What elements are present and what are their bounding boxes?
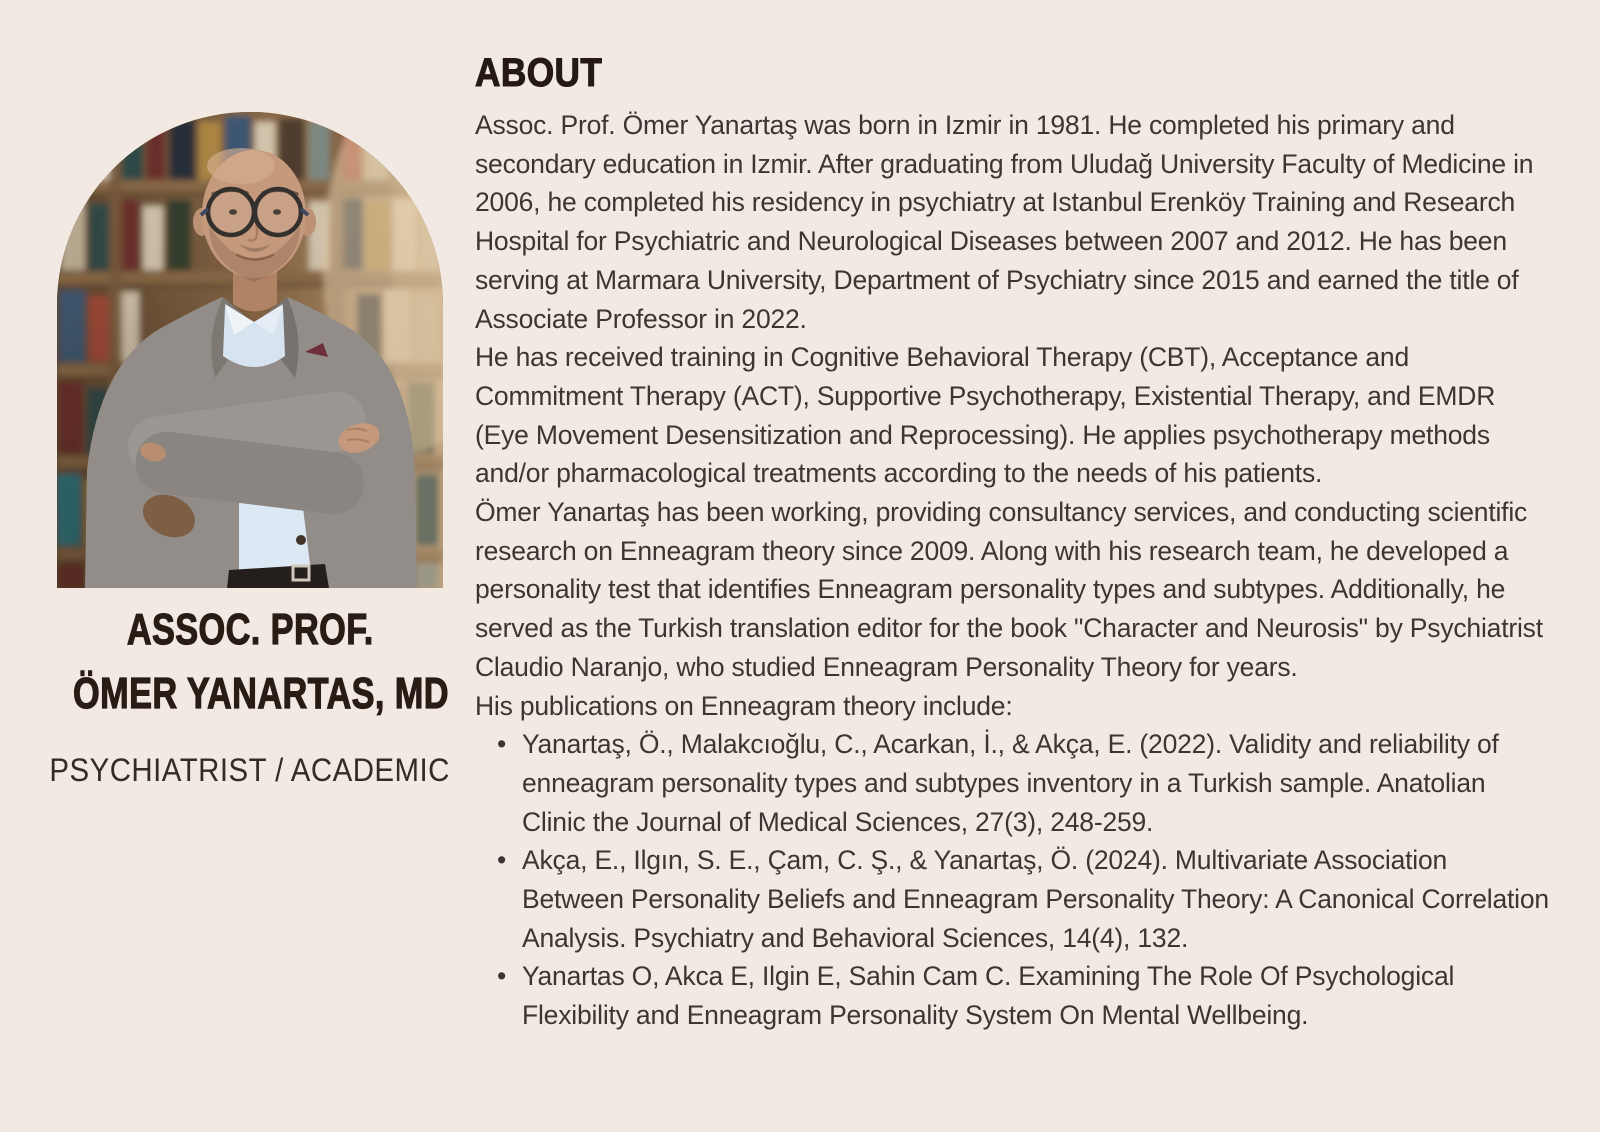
publication-list [475, 725, 1553, 1035]
about-paragraphs [475, 106, 1553, 725]
name-line-1: ASSOC. PROF. [126, 605, 374, 654]
profile-role: PSYCHIATRIST / ACADEMIC [49, 752, 451, 788]
about-heading: ABOUT [475, 51, 603, 95]
about-paragraph: He has received training in Cognitive Behavioral Therapy (CBT), Acceptance and Commitment Therapy (ACT), Supportive Psychotherapy, Existential Therapy, and EMDR (Eye Movement Desensitization and Reprocessing). He applies psychotherapy methods and/or pharmacological treatments according to the needs of his patients. [475, 342, 1496, 489]
publication-item: • Akça, E., Ilgın, S. E., Çam, C. Ş., & Yanartaş, Ö. (2024). Multivariate Association Between Personality Beliefs and Enneagram Personality Theory: A Canonical Correlation Analysis. Psychiatry and Behavioral Sciences, 14(4), 132. [475, 841, 1553, 957]
about-paragraph: Ömer Yanartaş has been working, providing consultancy services, and conducting scientific research on Enneagram theory since 2009. Along with his research team, he developed a personality test that identifies Enneagram personality types and subtypes. Additionally, he served as the Turkish translation editor for the book "Character and Neurosis" by Psychiatrist Claudio Naranjo, who studied Enneagram Personality Theory for years. [475, 497, 1543, 682]
name-line-2: ÖMER YANARTAS, MD [73, 669, 449, 718]
profile-photo [57, 112, 443, 588]
publication-item: • Yanartaş, Ö., Malakcıoğlu, C., Acarkan, İ., & Akça, E. (2022). Validity and reliability of enneagram personality types and subtypes inventory in a Turkish sample. Anatolian Clinic the Journal of Medical Sciences, 27(3), 248-259. [475, 725, 1553, 841]
portrait-illustration [57, 112, 443, 588]
profile-name [20, 598, 480, 726]
about-paragraph: Assoc. Prof. Ömer Yanartaş was born in Izmir in 1981. He completed his primary and secondary education in Izmir. After graduating from Uludağ University Faculty of Medicine in 2006, he completed his residency in psychiatry at Istanbul Erenköy Training and Research Hospital for Psychiatric and Neurological Diseases between 2007 and 2012. He has been serving at Marmara University, Department of Psychiatry since 2015 and earned the title of Associate Professor in 2022. [475, 110, 1534, 334]
about-paragraph: His publications on Enneagram theory include: [475, 690, 1013, 721]
about-body [475, 106, 1553, 1035]
publication-item: • Yanartas O, Akca E, Ilgin E, Sahin Cam C. Examining The Role Of Psychological Flexibility and Enneagram Personality System On Mental Wellbeing. [475, 957, 1553, 1034]
about-section [475, 50, 1553, 1035]
